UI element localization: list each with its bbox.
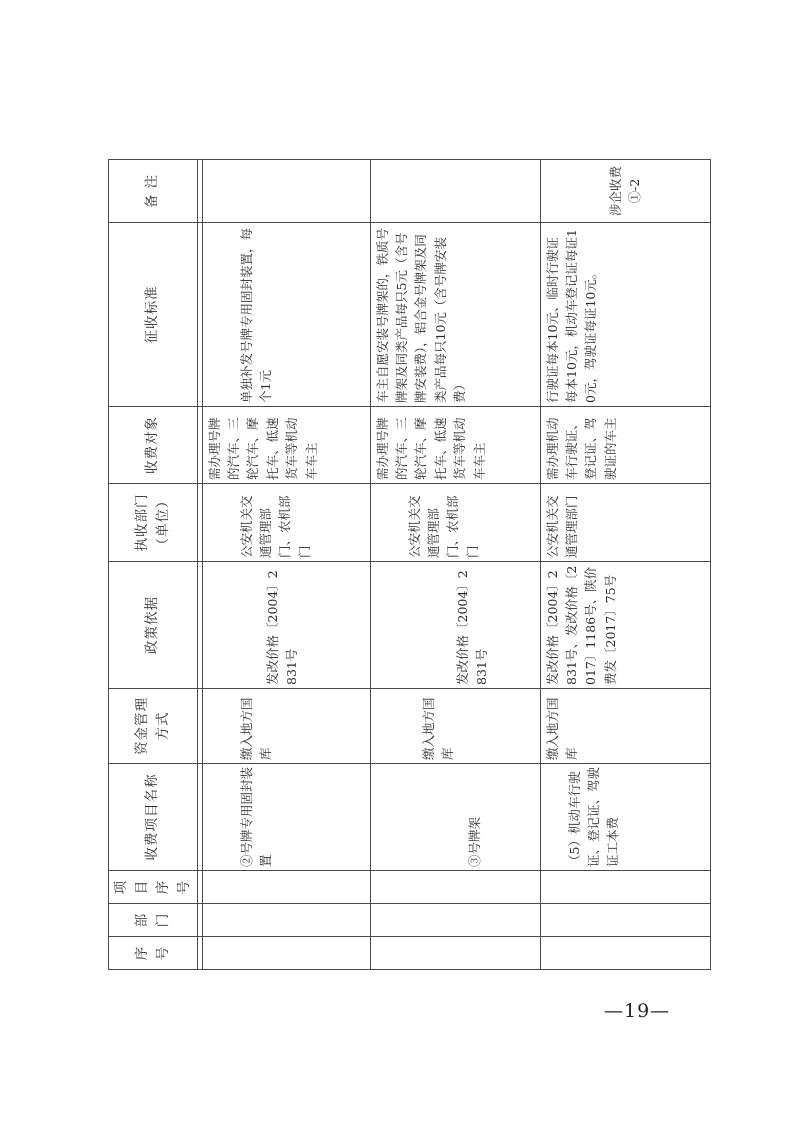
rotated-fee-table [108, 160, 673, 970]
cell-standard: 行驶证每本10元、临时行驶证每本10元，机动车登记证每证10元，驾驶证每证10元。 [540, 223, 710, 407]
policy-text: 发改价格〔2004〕2831号 [264, 570, 300, 685]
cell-dept [202, 904, 370, 937]
cell-seq [370, 937, 540, 970]
cell-fund-mgmt [370, 689, 540, 764]
cell-note [202, 160, 370, 223]
cell-seq [540, 937, 710, 970]
cell-item-seq [202, 871, 370, 904]
cell-target: 需办理机动车行驶证、登记证、驾驶证的车主 [540, 407, 710, 484]
header-policy: 政策依据 [109, 562, 198, 689]
policy-text: 发改价格〔2004〕2831号 [454, 570, 490, 685]
cell-name [202, 764, 370, 871]
cell-fund-mgmt: 缴入地方国库 [540, 689, 710, 764]
header-exec-dept: 执收部门（单位） [109, 484, 198, 562]
cell-standard [202, 223, 370, 407]
header-note: 备 注 [109, 160, 198, 223]
cell-policy: 发改价格〔2004〕2831号、发改价格〔2017〕1186号、陕价费发〔2017〕75号 [540, 562, 710, 689]
fund-text: 缴入地方国库 [238, 697, 274, 760]
header-name: 收费项目名称 [109, 764, 198, 871]
cell-item-seq [370, 871, 540, 904]
header-item-seq: 项目序号 [109, 871, 198, 904]
header-dept: 部门 [109, 904, 198, 937]
cell-target: 需办理号牌的汽车、三轮汽车、摩托车、低速货车等机动车车主 [202, 407, 370, 484]
table-row [370, 160, 540, 970]
name-text: （5）机动车行驶证、登记证、驾驶证工本费 [566, 766, 621, 867]
name-text: ②号牌专用固封装置 [238, 766, 274, 867]
cell-policy [202, 562, 370, 689]
cell-fund-mgmt [202, 689, 370, 764]
cell-policy [370, 562, 540, 689]
header-target: 收费对象 [109, 407, 198, 484]
cell-dept [540, 904, 710, 937]
table-row [540, 160, 710, 970]
header-seq: 序号 [109, 937, 198, 970]
cell-exec-dept [370, 484, 540, 562]
standard-text: 单独补发号牌专用固封装置，每个1元 [238, 227, 274, 403]
fee-table [108, 159, 711, 970]
cell-note: 涉企收费①-2 [540, 160, 710, 223]
header-standard: 征收标准 [109, 223, 198, 407]
cell-dept [370, 904, 540, 937]
table-row [202, 160, 370, 970]
cell-seq [202, 937, 370, 970]
cell-target: 需办理号牌的汽车、三轮汽车、摩托车、低速货车等机动车车主 [370, 407, 540, 484]
name-text: ③号牌架 [466, 816, 482, 867]
cell-exec-dept [202, 484, 370, 562]
cell-name [370, 764, 540, 871]
cell-name [540, 764, 710, 871]
header-fund-mgmt: 资金管理方式 [109, 689, 198, 764]
cell-standard: 车主自愿安装号牌架的，铁质号牌架及同类产品每只5元（含号牌安装费），铝合金号牌架及同类产品每只10元（含号牌安装费） [370, 223, 540, 407]
cell-exec-dept: 公安机关交通管理部门 [540, 484, 710, 562]
page-number: —19— [604, 1000, 671, 1022]
header-row [109, 160, 198, 970]
cell-note [370, 160, 540, 223]
fund-text: 缴入地方国库 [420, 697, 456, 760]
exec-text: 公安机关交通管理部门、农机部门 [238, 495, 312, 558]
cell-item-seq [540, 871, 710, 904]
exec-text: 公安机关交通管理部门、农机部门 [406, 495, 480, 558]
